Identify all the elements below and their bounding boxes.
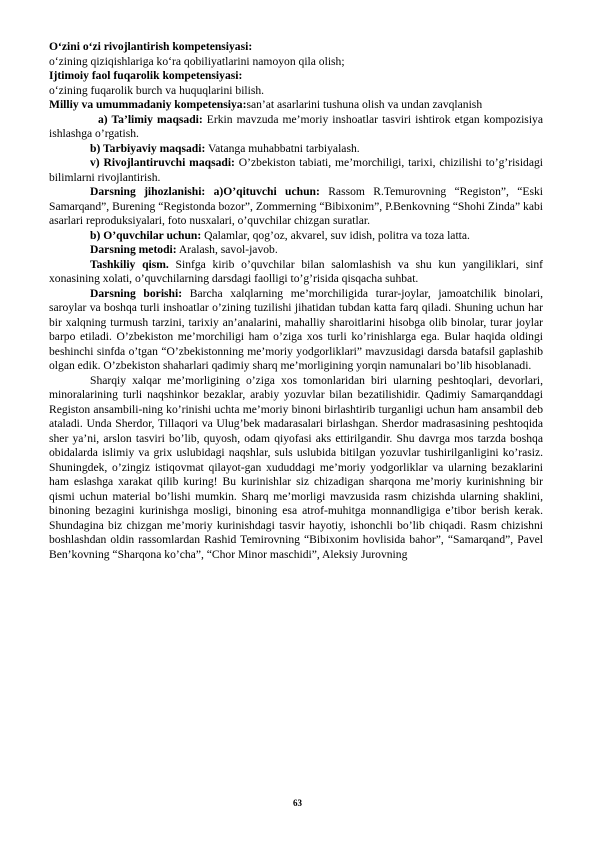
equipment-students-text: Qalamlar, qog’oz, akvarel, suv idish, politra va toza latta. [201,228,470,242]
body-paragraph: Sharqiy xalqar me’morligining o’ziga xos tomonlaridan biri ularning peshtoqlari, devorlari, minoralarining turli naqshinkor bezaklar, arabiy yozuvlar bilan bezatilishidir. Qadimiy Samarqanddagi Registon ansambili-ning ko’rinishi uchta me’moriy binoni birlashtirib turganligi uchun ham ansambil deb ataladi. Unda Sherdor, Tillaqori va Ulug’bek madarasalari birlashgan. Sherdor madrasasining peshtoqida sher ya’ni, arslon tasviri bo’lib, quyosh, odam qiyofasi aks ettirilgandir. Shu davrga mos tarzda boshqa obidalarda islimiy va grix uslubidagi naqshlar, suls uslubida bitilgan yozuvlar tushirilganligini ko’rasiz. Shuningdek, o’zingiz istiqovmat qilayot-gan xududdagi me’moriy yodgorliklar va ularning bezaklarini ham eslashga xarakat qilib kuring! Bu kurinishlar siz chizadigan sharqona me’moriy kurinishning bir qismi uchun material bo’lishi mumkin. Sharq me’morligi mavzusida rasm chizishda ularning shaklini, binoning bezagini kurinishga mosligi, binoning esa atrof-muhitga monnandligiga e’tibor berish kerak. Shundagina biz chizgan me’moriy kurinishdagi tasvir hayotiy, ishonchli bo’lib chiqadi. Rasm chizishni boshlashdan oldin rassomlardan Rashid Temirovning “Bibixonim hovlisida bahor”, “Samarqand”, Pavel Ben’kovning “Sharqona ko’cha”, “Chor Minor maschidi”, Aleksiy Jurovning [49,373,543,561]
lesson-course [49,287,543,374]
goal-upbringing-text: Vatanga muhabbatni tarbiyalash. [205,141,360,155]
goal-developmental [49,156,543,185]
goal-upbringing [49,142,543,157]
equipment-students [49,229,543,244]
lesson-method-text: Aralash, savol-javob. [176,243,278,256]
equipment-teacher [49,185,543,229]
competence-civic-text: o‘zining fuqarolik burch va huquqlarini bilish. [49,83,265,97]
goal-educational-text: Erkin mavzuda me’moriy inshoatlar tasviri ishtirok etgan kompozisiya ishlashga o’rgatish. [49,112,543,140]
lesson-course-label: Darsning borishi: [90,286,183,300]
equipment-teacher-text: Rassom R.Temurovning “Registon”, “Eski Samarqand”, Burening “Registonda bozor”, Zommerning “Bibixonim”, P.Benkovning “Shohi Zinda” kabi asarlari reproduksiyalari, foto nusxalari, o’quvchilar chizgan suratlar. [49,185,543,227]
goal-upbringing-label: b) Tarbiyaviy maqsadi: [90,141,206,155]
document-body [49,40,543,562]
organizational-part-text: Sinfga kirib o’quvchilar bilan salomlashish va shu kun yangiliklari, sinf xonasining xolati, o’quvchilarning darsdagi faolligi to’g’risida qisqacha suhbat. [49,257,543,285]
lesson-method [49,243,543,258]
goal-developmental-text: O’zbekiston tabiati, me’morchiligi, tarixi, chizilishi to’g’risidagi bilimlarni rivojlantirish. [49,156,543,184]
competence-civic-title: Ijtimoiy faol fuqarolik kompetensiyasi: [49,69,243,82]
equipment-students-label: b) O’quvchilar uchun: [90,228,202,242]
organizational-part [49,258,543,287]
organizational-part-label: Tashkiliy qism. [90,257,169,271]
competence-self-development-text: o‘zining qiziqishlariga ko‘ra qobiliyatlarini namoyon qila olish; [49,54,345,68]
competence-self-development-title: O‘zini o‘zi rivojlantirish kompetensiyasi: [49,40,253,53]
goal-educational [49,113,543,142]
competence-cultural [49,98,543,113]
goal-educational-label: a) Ta’limiy maqsadi: [98,112,203,126]
competence-cultural-title: Milliy va umummadaniy kompetensiya: [49,98,247,111]
lesson-method-label: Darsning metodi: [90,243,177,256]
equipment-teacher-label: Darsning jihozlanishi: a)O’qituvchi uchun: [90,185,320,198]
goal-developmental-label: v) Rivojlantiruvchi maqsadi: [90,156,235,169]
competence-cultural-text: san’at asarlarini tushuna olish va undan zavqlanish [246,98,483,111]
page-number: 63 [293,798,302,808]
lesson-course-text: Barcha xalqlarning me’morchiligida turar-joylar, jamoatchilik binolari, saroylar va boshqa turli inshoatlar o’zining tuzilishi jihatidan tubdan katta farq qiladi. Shuning uchun har bir xalqning turmush tarzini, tarixiy an’analarini, mahalliy sharoitlarini hisobga olib binolar, turar joylar barpo etiladi. O’zbekiston me’morchiligi ham o’ziga xos turli ko’rinishlarga ega. Bular haqida oldingi beshinchi sinfda o’tgan “O’zbekistonning me’moriy yodgorliklari” mavzusidagi darsda batafsil gaplashib olgan edik. O’zbekiston shaharlari qadimiy sharq me’morligining yorqin namunalari bo’lib hisoblanadi. [49,286,543,372]
